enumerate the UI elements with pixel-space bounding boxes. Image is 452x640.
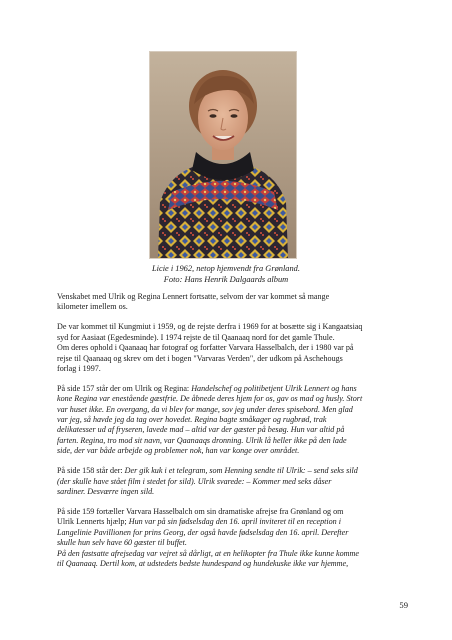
text-quote-line: Langelinie Pavillionen for prins Georg, der også havde fødselsdag den 16. april. Derefter (57, 527, 349, 537)
text-quote-line: sardiner. Desværre ingen sild. (57, 487, 155, 496)
text-line: På side 159 fortæller Varvara Hasselbalch om sin dramatiske afrejse fra Grønland og om (57, 506, 344, 516)
text-line: syd for Aasiaat (Egedesminde). I 1974 rejste de til Qaanaaq nord for det gamle Thule. (57, 332, 335, 342)
text-quote-line: side, der var både arbejde og problemer nok, han var konge over området. (57, 446, 300, 456)
paragraph-friendship (57, 292, 405, 313)
text-plain: Ulrik Lennerts hjælp; (57, 517, 129, 527)
paragraph-page-159 (57, 507, 405, 569)
text-quote-line: var huset ikke. En overgang, da vi blev for mange, sov jeg under deres spisebord. Men glad (57, 404, 353, 414)
portrait-photo (150, 52, 296, 258)
paragraph-page-157 (57, 384, 405, 457)
text-line (57, 466, 405, 476)
text-quote-line: På den fastsatte afrejsedag var vejret så dårligt, at en helikopter fra Thule ikke kunne komme (57, 548, 359, 558)
text-quote-line: (der skulle have stået film i stedet for sild). Ulrik svarede: – Kommer med seks dåser (57, 476, 332, 486)
paragraph-page-158 (57, 466, 405, 497)
text-quote-line: delikatesser ud af fryseren, lavede mad – altid var der gæster på besøg. Hun var altid på (57, 425, 345, 435)
caption-line: Licie i 1962, netop hjemvendt fra Grønland. (152, 264, 300, 273)
photo-caption (0, 264, 452, 285)
text-plain: På side 157 står der om Ulrik og Regina: (57, 383, 192, 393)
text-line: kilometer imellem os. (57, 302, 128, 312)
text-line: forlag i 1997. (57, 363, 101, 373)
text-quote: Der gik kuk i et telegram, som Henning sendte til Ulrik: – send seks sild (124, 466, 358, 476)
text-line (57, 517, 405, 527)
portrait-image (150, 52, 296, 258)
text-line: De var kommet til Kungmiut i 1959, og de rejste derfra i 1969 for at bosætte sig i Kangaatsiaq (57, 322, 363, 332)
text-quote: Hun var på sin fødselsdag den 16. april inviteret til en reception i (128, 517, 342, 527)
text-quote-line: kone Regina var enestående gæstfrie. De åbnede deres hjem for os, gav os mad og husly. Stort (57, 394, 363, 404)
text-line: Venskabet med Ulrik og Regina Lennert fortsatte, selvom der var kommet så mange (57, 292, 330, 301)
text-quote-line: til Qaanaaq. Dertil kom, at udstedets bedste hundespand og hundekuske ikke var hjemme, (57, 558, 349, 568)
text-quote-line: skulle hun selv have 60 gæster til buffet. (57, 538, 187, 548)
text-plain: På side 158 står der: (57, 466, 125, 476)
text-line: rejse til Qaanaaq og skrev om det i bogen "Varvaras Verden", der udkom på Aschehougs (57, 353, 343, 363)
article-body (57, 292, 405, 579)
text-quote: Handelschef og politibetjent Ulrik Lennert og hans (191, 383, 357, 393)
paragraph-history (57, 322, 405, 374)
page-number: 59 (399, 600, 408, 610)
text-line: Om deres ophold i Qaanaaq har fotograf og forfatter Varvara Hasselbalch, der i 1980 var på (57, 343, 354, 353)
text-quote-line: farten. Regina, tro mod sit navn, var Qaanaaqs dronning. Ulrik lå heller ikke på den lade (57, 435, 347, 445)
text-quote-line: var jeg, så havde jeg da tag over hovedet. Regina bagte småkager og rugbrød, trak (57, 415, 327, 425)
text-line (57, 384, 405, 394)
caption-credit: Foto: Hans Henrik Dalgaards album (163, 274, 289, 284)
